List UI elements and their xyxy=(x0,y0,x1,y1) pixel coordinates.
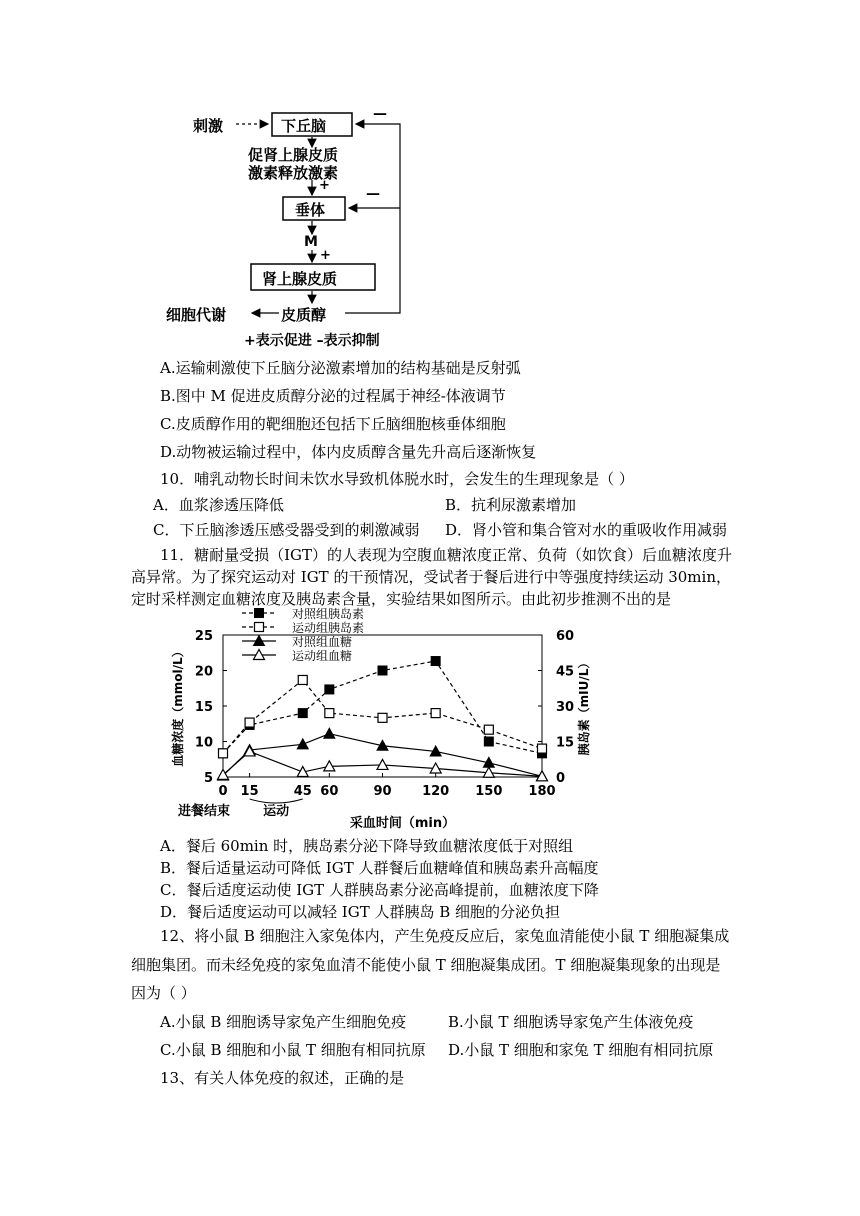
minus-sign: — xyxy=(373,106,387,122)
glucose-insulin-chart xyxy=(160,605,600,830)
q11-option-a: A．餐后 60min 时，胰岛素分泌下降导致血糖浓度低于对照组 xyxy=(160,837,574,855)
q12-option-a: A.小鼠 B 细胞诱导家兔产生细胞免疫 xyxy=(160,1013,407,1031)
adrenal-cortex-label: 肾上腺皮质 xyxy=(262,270,338,288)
x-tick-label: 15 xyxy=(240,784,259,799)
data-point xyxy=(377,759,388,769)
data-point xyxy=(325,685,334,694)
q11-stem-line3: 定时采样测定血糖浓度及胰岛素含量，实验结果如图所示。由此初步推测不出的是 xyxy=(131,590,672,608)
y-left-tick-label: 10 xyxy=(194,735,213,751)
x-tick-label: 0 xyxy=(218,784,228,799)
data-point xyxy=(245,718,254,727)
pituitary-label: 垂体 xyxy=(295,201,326,219)
q11-stem-line1: 11．糖耐量受损（IGT）的人表现为空腹血糖浓度正常、负荷（如饮食）后血糖浓度升 xyxy=(160,546,733,564)
data-point xyxy=(297,739,308,749)
q9-option-d: D.动物被运输过程中，体内皮质醇含量先升高后逐渐恢复 xyxy=(160,443,537,461)
q11-stem-line2: 高异常。为了探究运动对 IGT 的干预情况，受试者于餐后进行中等强度持续运动 30min， xyxy=(131,568,731,586)
y-left-tick-label: 5 xyxy=(203,771,213,786)
hypothalamus-label: 下丘脑 xyxy=(281,117,327,135)
x-tick-label: 120 xyxy=(422,784,450,799)
legend-label: 对照组血糖 xyxy=(292,635,353,649)
exercise-annotation: 运动 xyxy=(263,804,290,819)
q10-option-a: A．血浆渗透压降低 xyxy=(153,496,284,514)
data-point xyxy=(378,713,387,722)
x-tick-label: 150 xyxy=(475,784,503,799)
legend-label: 对照组胰岛素 xyxy=(292,607,365,621)
data-point xyxy=(298,675,307,684)
cell-metabolism-label: 细胞代谢 xyxy=(166,306,227,324)
legend-label: 运动组胰岛素 xyxy=(292,621,365,635)
x-tick-label: 45 xyxy=(293,784,312,799)
x-axis-label: 采血时间（min） xyxy=(349,816,456,830)
q12-option-c: C.小鼠 B 细胞和小鼠 T 细胞有相同抗原 xyxy=(160,1041,426,1059)
minus-sign: — xyxy=(366,186,380,202)
hpa-diagram-lines xyxy=(0,0,860,360)
data-point xyxy=(324,728,335,738)
y-right-tick-label: 60 xyxy=(556,629,575,644)
data-point xyxy=(255,609,264,618)
y-left-axis-label: 血糖浓度（mmol/L） xyxy=(171,645,185,767)
q9-option-b: B.图中 M 促进皮质醇分泌的过程属于神经-体液调节 xyxy=(160,387,506,405)
data-point xyxy=(255,623,264,632)
data-point xyxy=(484,737,493,746)
q12-stem-line1: 12、将小鼠 B 细胞注入家兔体内，产生免疫反应后，家兔血清能使小鼠 T 细胞凝集成 xyxy=(160,927,730,945)
x-tick-label: 90 xyxy=(373,784,392,799)
data-point xyxy=(298,709,307,718)
q10-stem: 10．哺乳动物长时间未饮水导致机体脱水时，会发生的生理现象是（ ） xyxy=(160,470,634,488)
legend-label: 运动组血糖 xyxy=(292,649,353,663)
plot-frame xyxy=(223,635,542,777)
plus-sign: + xyxy=(320,248,331,263)
q10-option-c: C．下丘脑渗透压感受器受到的刺激减弱 xyxy=(153,521,420,539)
m-label: M xyxy=(304,234,318,250)
q9-option-a: A.运输刺激使下丘脑分泌激素增加的结构基础是反射弧 xyxy=(160,359,521,377)
y-left-tick-label: 20 xyxy=(194,664,213,680)
data-point xyxy=(538,744,547,753)
q10-option-b: B．抗利尿激素增加 xyxy=(445,496,577,514)
data-point xyxy=(219,749,228,758)
q11-option-c: C．餐后适度运动使 IGT 人群胰岛素分泌高峰提前，血糖浓度下降 xyxy=(160,881,599,899)
y-right-tick-label: 30 xyxy=(556,700,575,715)
x-tick-label: 180 xyxy=(528,784,556,799)
y-right-tick-label: 15 xyxy=(556,735,575,751)
data-point xyxy=(431,709,440,718)
stimulus-label: 刺激 xyxy=(193,117,224,135)
crh-label-line1: 促肾上腺皮质 xyxy=(248,146,339,164)
y-right-axis-label: 胰岛素（mIU/L） xyxy=(577,656,591,756)
data-point xyxy=(484,725,493,734)
y-left-tick-label: 25 xyxy=(194,629,213,644)
cortisol-label: 皮质醇 xyxy=(281,306,327,324)
data-point xyxy=(325,709,334,718)
data-point xyxy=(431,657,440,666)
diagram-legend: +表示促进 –表示抑制 xyxy=(244,333,380,349)
y-right-tick-label: 0 xyxy=(556,771,566,786)
q9-option-c: C.皮质醇作用的靶细胞还包括下丘脑细胞核垂体细胞 xyxy=(160,415,506,433)
y-left-tick-label: 15 xyxy=(194,700,213,715)
q11-option-d: D．餐后适度运动可以减轻 IGT 人群胰岛 B 细胞的分泌负担 xyxy=(160,903,561,921)
x-tick-label: 60 xyxy=(320,784,339,799)
q13-stem: 13、有关人体免疫的叙述，正确的是 xyxy=(160,1069,405,1087)
y-right-tick-label: 45 xyxy=(556,664,575,680)
plus-sign: + xyxy=(319,178,330,193)
exercise-bracket xyxy=(250,799,303,803)
q10-option-d: D．肾小管和集合管对水的重吸收作用减弱 xyxy=(445,521,728,539)
crh-label-line2: 激素释放激素 xyxy=(248,164,339,182)
q12-stem-line3: 因为（ ） xyxy=(131,984,196,1002)
q11-option-b: B．餐后适量运动可降低 IGT 人群餐后血糖峰值和胰岛素升高幅度 xyxy=(160,859,599,877)
data-point xyxy=(378,666,387,675)
meal-end-annotation: 进餐结束 xyxy=(178,804,231,819)
q12-option-d: D.小鼠 T 细胞和家兔 T 细胞有相同抗原 xyxy=(448,1041,714,1059)
q12-option-b: B.小鼠 T 细胞诱导家兔产生体液免疫 xyxy=(448,1013,694,1031)
q12-stem-line2: 细胞集团。而未经免疫的家兔血清不能使小鼠 T 细胞凝集成团。T 细胞凝集现象的出现是 xyxy=(131,956,721,974)
